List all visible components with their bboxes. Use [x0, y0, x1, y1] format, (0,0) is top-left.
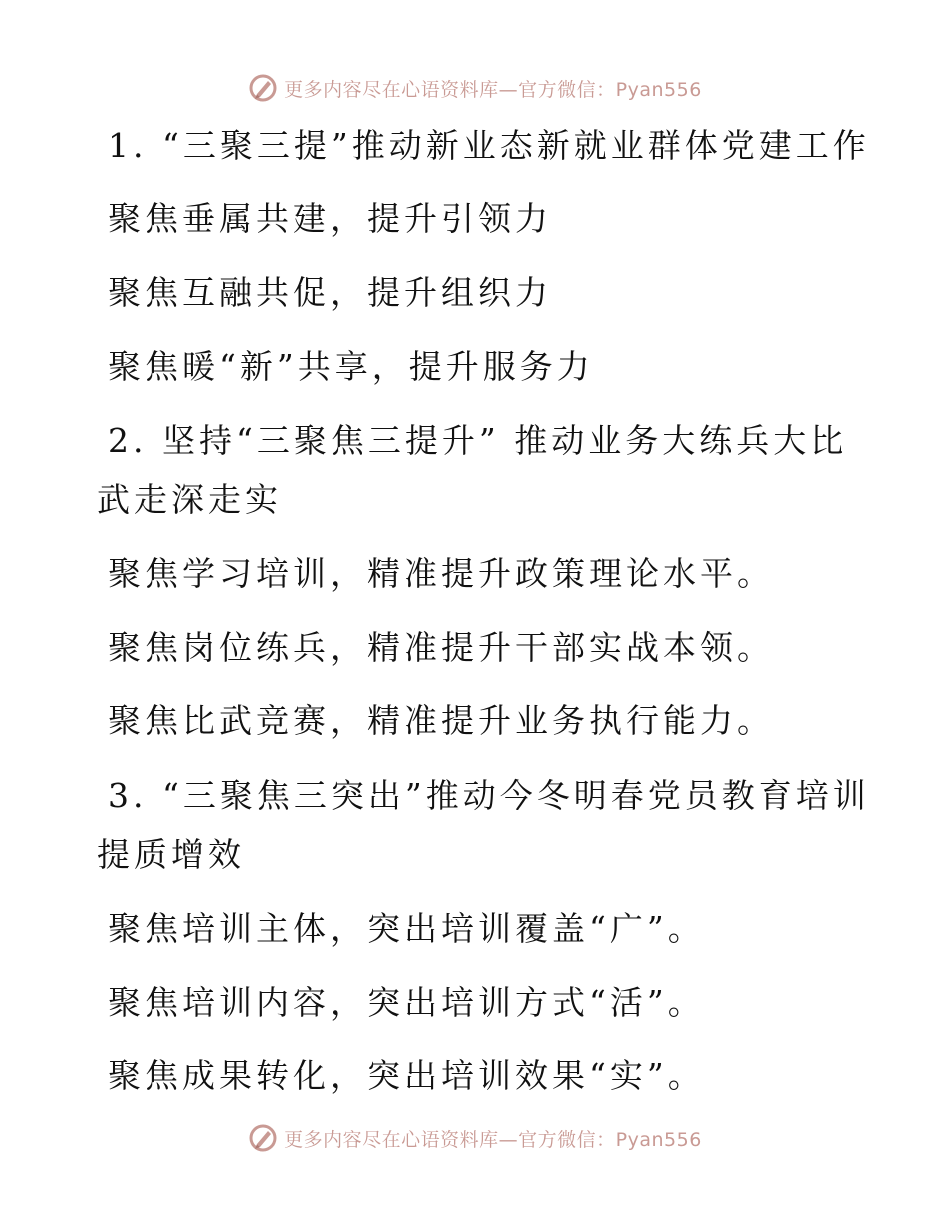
heading-2: 2. 坚持“三聚焦三提升” 推动业务大练兵大比	[108, 421, 848, 460]
paragraph: 聚焦培训主体，突出培训覆盖“广”。	[108, 909, 705, 948]
heading-3-continued: 提质增效	[97, 835, 245, 874]
paragraph: 聚焦学习培训，精准提升政策理论水平。	[108, 554, 774, 593]
footer-watermark	[0, 1118, 950, 1158]
paragraph: 聚焦暖“新”共享，提升服务力	[108, 347, 594, 386]
paragraph: 聚焦互融共促，提升组织力	[108, 273, 552, 312]
paragraph: 聚焦培训内容，突出培训方式“活”。	[108, 983, 705, 1022]
paragraph: 聚焦岗位练兵，精准提升干部实战本领。	[108, 628, 774, 667]
paragraph: 聚焦垂属共建，提升引领力	[108, 199, 552, 238]
heading-1: 1. “三聚三提”推动新业态新就业群体党建工作	[108, 126, 870, 165]
pen-logo-icon	[248, 1123, 278, 1153]
paragraph: 聚焦比武竞赛，精准提升业务执行能力。	[108, 701, 774, 740]
paragraph: 聚焦成果转化，突出培训效果“实”。	[108, 1056, 705, 1095]
heading-2-continued: 武走深走实	[97, 480, 282, 519]
watermark-text: 更多内容尽在心语资料库—官方微信：Pyan556	[284, 78, 702, 101]
watermark-text: 更多内容尽在心语资料库—官方微信：Pyan556	[284, 1128, 702, 1151]
heading-3: 3. “三聚焦三突出”推动今冬明春党员教育培训	[108, 776, 870, 815]
